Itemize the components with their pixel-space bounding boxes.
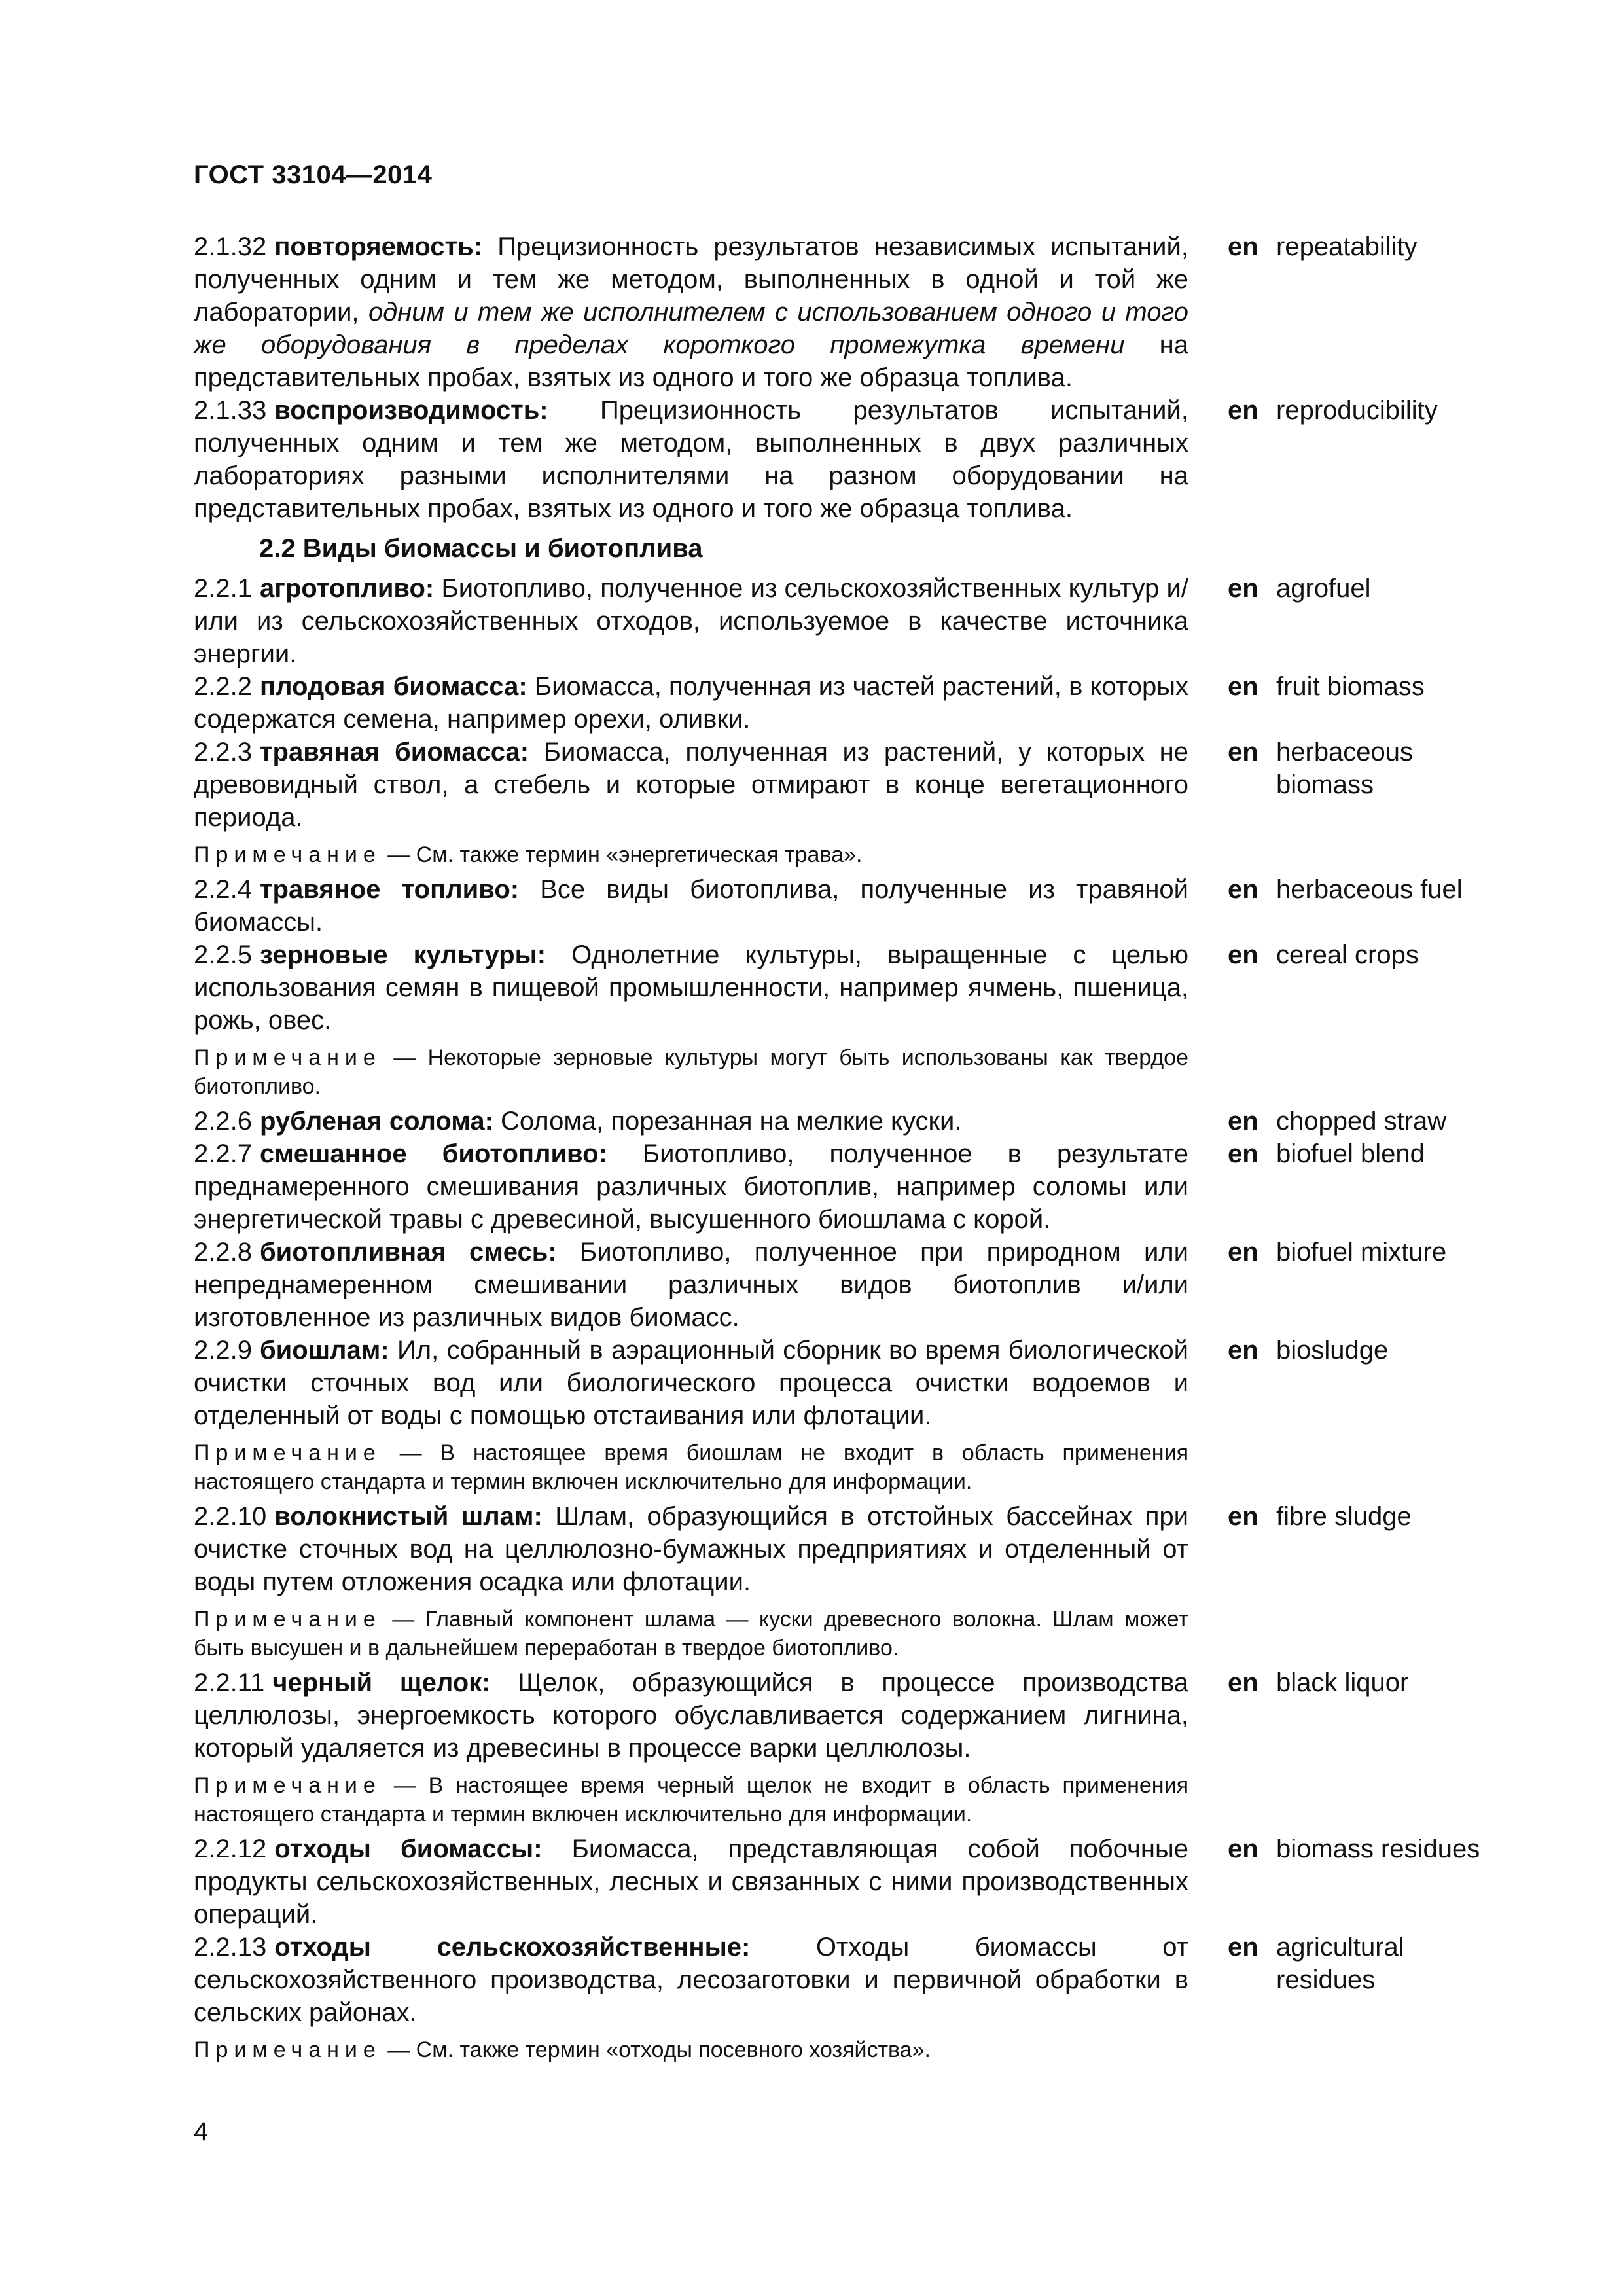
term-number: 2.2.7 — [194, 1139, 252, 1168]
english-term: reproducibility — [1276, 396, 1438, 425]
term-name: повторяемость: — [274, 232, 483, 261]
note-text: В настоящее время черный щелок не входит в область применения настоящего стандарта и термин включен исключительно для информации. — [194, 1773, 1188, 1827]
term-number: 2.2.11 — [194, 1668, 265, 1697]
language-code: en — [1228, 738, 1258, 766]
english-equivalent — [1228, 670, 1503, 703]
note — [194, 840, 1188, 869]
term-entry — [194, 1334, 1529, 1432]
language-code: en — [1228, 672, 1258, 701]
term-name: травяная биомасса: — [259, 738, 529, 766]
term-definition-block — [194, 736, 1188, 834]
term-entry — [194, 873, 1529, 939]
language-code: en — [1228, 875, 1258, 904]
english-equivalent — [1228, 1138, 1503, 1170]
term-definition-block — [194, 670, 1188, 736]
language-code: en — [1228, 1107, 1258, 1136]
term-entry — [194, 1236, 1529, 1334]
term-name: волокнистый шлам: — [274, 1502, 543, 1531]
page-number: 4 — [194, 2117, 209, 2146]
term-name: рубленая солома: — [259, 1107, 493, 1136]
entries-list-2 — [194, 572, 1529, 2064]
term-name: агротопливо: — [259, 574, 435, 603]
note — [194, 1439, 1188, 1496]
note-dash: — — [381, 1607, 425, 1632]
term-definition-block — [194, 1500, 1188, 1598]
note-label: Примечание — [194, 1607, 382, 1632]
term-definition: Биомасса, полученная из частей растений, в которых содержатся семена, например орехи, оливки. — [194, 672, 1188, 734]
term-number: 2.2.10 — [194, 1502, 267, 1531]
term-number: 2.2.6 — [194, 1107, 252, 1136]
term-definition-block — [194, 939, 1188, 1037]
note-label: Примечание — [194, 842, 382, 867]
term-entry — [194, 1138, 1529, 1236]
english-equivalent — [1228, 1236, 1503, 1268]
english-term: agrofuel — [1276, 574, 1371, 603]
language-code: en — [1228, 1668, 1258, 1697]
term-entry — [194, 230, 1529, 394]
term-entry — [194, 1105, 1529, 1138]
language-code: en — [1228, 396, 1258, 425]
term-definition-block — [194, 1334, 1188, 1432]
language-code: en — [1228, 1933, 1258, 1962]
note — [194, 1605, 1188, 1662]
term-name: воспроизводимость: — [274, 396, 548, 425]
english-term: biomass residues — [1276, 1835, 1480, 1863]
term-definition: Однолетние культуры, выращенные с целью использования семян в пищевой промышленности, например ячмень, пшеница, рожь, овес. — [194, 941, 1188, 1035]
note-text: Главный компонент шлама — куски древесного волокна. Шлам может быть высушен и в дальнейшем переработан в твердое биотопливо. — [194, 1607, 1188, 1660]
term-number: 2.2.12 — [194, 1835, 267, 1863]
english-equivalent — [1228, 1931, 1503, 1996]
english-term: fruit biomass — [1276, 672, 1425, 701]
term-name: плодовая биомасса: — [259, 672, 527, 701]
term-name: отходы биомассы: — [274, 1835, 543, 1863]
english-term: cereal crops — [1276, 941, 1419, 969]
term-definition-block — [194, 873, 1188, 939]
note-dash: — — [381, 1045, 428, 1070]
term-name: зерновые культуры: — [259, 941, 546, 969]
language-code: en — [1228, 1336, 1258, 1365]
term-entry — [194, 1931, 1529, 2029]
english-equivalent — [1228, 1105, 1503, 1138]
term-entry — [194, 394, 1529, 525]
term-number: 2.1.32 — [194, 232, 267, 261]
term-entry — [194, 1833, 1529, 1931]
language-code: en — [1228, 1238, 1258, 1266]
note-label: Примечание — [194, 1441, 382, 1465]
term-definition-italic: одним и тем же исполнителем с использованием одного и того же оборудования в пределах короткого промежутка времени — [194, 298, 1188, 359]
term-entry — [194, 736, 1529, 834]
term-definition-block — [194, 572, 1188, 670]
note-text: Некоторые зерновые культуры могут быть использованы как твердое биотопливо. — [194, 1045, 1188, 1099]
english-term: herbaceous fuel — [1276, 875, 1463, 904]
english-term: agricultural residues — [1276, 1933, 1404, 1994]
note-label: Примечание — [194, 1773, 382, 1798]
term-definition: Отходы биомассы от сельскохозяйственного производства, лесозаготовки и первичной обработки в сельских районах. — [194, 1933, 1188, 2027]
term-number: 2.2.5 — [194, 941, 252, 969]
term-number: 2.2.13 — [194, 1933, 267, 1962]
language-code: en — [1228, 1502, 1258, 1531]
term-entry — [194, 939, 1529, 1037]
term-number: 2.2.3 — [194, 738, 252, 766]
term-definition-block — [194, 230, 1188, 394]
language-code: en — [1228, 232, 1258, 261]
term-name: биотопливная смесь: — [259, 1238, 557, 1266]
english-equivalent — [1228, 1833, 1503, 1865]
language-code: en — [1228, 574, 1258, 603]
term-entry — [194, 670, 1529, 736]
term-definition: Солома, порезанная на мелкие куски. — [501, 1107, 962, 1136]
english-equivalent — [1228, 572, 1503, 605]
term-definition: Биотопливо, полученное в результате преднамеренного смешивания различных биотоплив, например соломы или энергетической травы с древесиной, высушенного биошлама с корой. — [194, 1139, 1188, 1234]
english-term: chopped straw — [1276, 1107, 1447, 1136]
content-area — [194, 230, 1529, 2068]
note-label: Примечание — [194, 2037, 382, 2062]
note-dash: — — [381, 1773, 429, 1798]
english-term: herbaceous biomass — [1276, 738, 1414, 799]
term-definition-block — [194, 1931, 1188, 2029]
term-entry — [194, 1500, 1529, 1598]
document-header: ГОСТ 33104—2014 — [194, 160, 433, 189]
term-number: 2.2.4 — [194, 875, 252, 904]
term-definition-block — [194, 1833, 1188, 1931]
term-definition-block — [194, 1236, 1188, 1334]
note-label: Примечание — [194, 1045, 382, 1070]
note-text: См. также термин «энергетическая трава». — [416, 842, 863, 867]
note-dash: — — [381, 842, 416, 867]
note-text: В настоящее время биошлам не входит в область применения настоящего стандарта и термин включен исключительно для информации. — [194, 1441, 1188, 1494]
term-definition: Прецизионность результатов испытаний, полученных одним и тем же методом, выполненных в двух различных лабораториях разными исполнителями на разном оборудовании на представительных пробах, взятых из одного и того же образца топлива. — [194, 396, 1188, 523]
term-definition-block — [194, 1666, 1188, 1765]
english-equivalent — [1228, 873, 1503, 906]
english-equivalent — [1228, 230, 1503, 263]
term-definition: Прецизионность результатов независимых испытаний, полученных одним и тем же методом, выполненных в одной и той же лаборатории, — [194, 232, 1188, 327]
english-term: fibre sludge — [1276, 1502, 1412, 1531]
term-number: 2.1.33 — [194, 396, 267, 425]
term-entry — [194, 1666, 1529, 1765]
english-equivalent — [1228, 939, 1503, 971]
term-definition: Биотопливо, полученное из сельскохозяйственных культур и/или из сельскохозяйственных отходов, используемое в качестве источника энергии. — [194, 574, 1188, 668]
term-name: биошлам: — [259, 1336, 389, 1365]
english-term: biofuel mixture — [1276, 1238, 1447, 1266]
note — [194, 1771, 1188, 1829]
term-definition-block — [194, 394, 1188, 525]
language-code: en — [1228, 1139, 1258, 1168]
note — [194, 2036, 1188, 2064]
english-term: repeatability — [1276, 232, 1418, 261]
term-name: смешанное биотопливо: — [259, 1139, 607, 1168]
note-dash: — — [381, 2037, 416, 2062]
english-equivalent — [1228, 736, 1503, 801]
term-number: 2.2.8 — [194, 1238, 252, 1266]
english-equivalent — [1228, 394, 1503, 427]
term-definition: Ил, собранный в аэрационный сборник во время биологической очистки сточных вод или биологического процесса очистки водоемов и отделенный от воды с помощью отстаивания или флотации. — [194, 1336, 1188, 1430]
english-equivalent — [1228, 1666, 1503, 1699]
term-number: 2.2.9 — [194, 1336, 252, 1365]
english-term: biosludge — [1276, 1336, 1389, 1365]
term-definition: Щелок, образующийся в процессе производства целлюлозы, энергоемкость которого обуславливается содержанием лигнина, который удаляется из древесины в процессе варки целлюлозы. — [194, 1668, 1189, 1763]
note-text: См. также термин «отходы посевного хозяйства». — [416, 2037, 931, 2062]
english-equivalent — [1228, 1334, 1503, 1367]
term-number: 2.2.2 — [194, 672, 252, 701]
term-entry — [194, 572, 1529, 670]
term-definition: Биомасса, полученная из растений, у которых не древовидный ствол, а стебель и которые отмирают в конце вегетационного периода. — [194, 738, 1188, 832]
term-definition: Все виды биотоплива, полученные из травяной биомассы. — [194, 875, 1188, 937]
english-term: biofuel blend — [1276, 1139, 1425, 1168]
term-definition: Биомасса, представляющая собой побочные продукты сельскохозяйственных, лесных и связанных с ними производственных операций. — [194, 1835, 1188, 1929]
note — [194, 1043, 1188, 1101]
term-number: 2.2.1 — [194, 574, 252, 603]
term-definition-block — [194, 1105, 1188, 1138]
entries-list-1 — [194, 230, 1529, 525]
term-name: черный щелок: — [272, 1668, 491, 1697]
term-name: травяное топливо: — [259, 875, 520, 904]
note-dash: — — [381, 1441, 440, 1465]
term-definition: Биотопливо, полученное при природном или непреднамеренном смешивании различных видов биотоплив и/или изготовленное из различных видов биомасс. — [194, 1238, 1188, 1332]
term-name: отходы сельскохозяйственные: — [274, 1933, 751, 1962]
language-code: en — [1228, 941, 1258, 969]
english-term: black liquor — [1276, 1668, 1409, 1697]
english-equivalent — [1228, 1500, 1503, 1533]
language-code: en — [1228, 1835, 1258, 1863]
term-definition-end: на представительных пробах, взятых из одного и того же образца топлива. — [194, 331, 1188, 392]
section-heading: 2.2 Виды биомассы и биотоплива — [259, 534, 703, 563]
term-definition: Шлам, образующийся в отстойных бассейнах при очистке сточных вод на целлюлозно-бумажных предприятиях и отделенный от воды путем отложения осадка или флотации. — [194, 1502, 1188, 1596]
term-definition-block — [194, 1138, 1188, 1236]
